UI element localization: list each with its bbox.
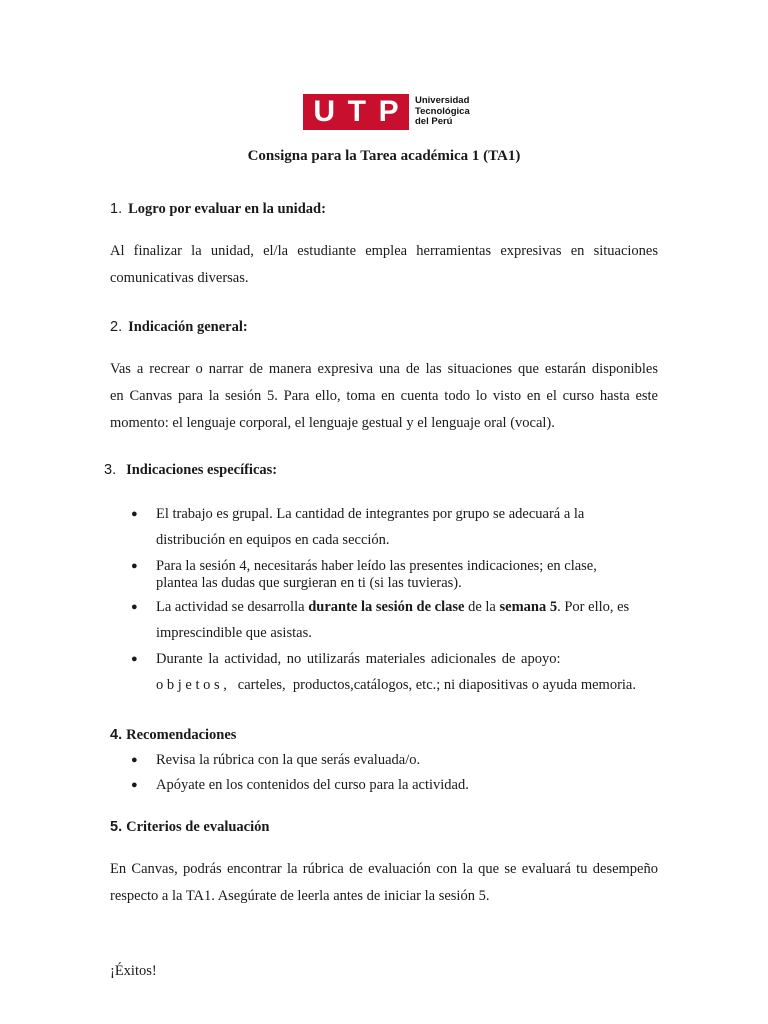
section-2-number: 2. (110, 319, 123, 335)
list-item-line-1 (156, 596, 629, 618)
logo-letter-u: U (313, 95, 335, 128)
text-segment: . Por ello, es (557, 599, 630, 615)
section-1-line-1: Al finalizar la unidad, el/la estudiante emplea herramientas expresivas en situaciones (110, 243, 658, 259)
text-segment: La actividad se desarrolla (156, 599, 309, 615)
section-2-title: Indicación general: (128, 319, 248, 335)
section-5-line-1: En Canvas, podrás encontrar la rúbrica de evaluación con la que se evaluará tu desempeño (110, 861, 658, 877)
section-2-body (110, 356, 658, 437)
bullet-icon: ● (131, 653, 138, 665)
bullet-icon: ● (131, 508, 138, 520)
section-2-line-3: momento: el lenguaje corporal, el lenguaje gestual y el lenguaje oral (vocal). (110, 415, 555, 431)
list-item-line-2: distribución en equipos en cada sección. (156, 532, 390, 548)
section-3-heading (104, 462, 277, 479)
section-5-title: Criterios de evaluación (126, 819, 270, 835)
section-5-heading (110, 819, 269, 836)
section-3-title: Indicaciones específicas: (126, 462, 278, 478)
utp-logo-mark (303, 94, 409, 130)
section-2-line-1: Vas a recrear o narrar de manera expresiva una de las situaciones que estarán disponibles (110, 361, 658, 377)
section-5-body (110, 856, 658, 910)
section-2-line-2: en Canvas para la sesión 5. Para ello, toma en cuenta todo lo visto en el curso hasta este (110, 388, 658, 404)
list-item-line-1: El trabajo es grupal. La cantidad de integrantes por grupo se adecuará a la (156, 506, 585, 522)
list-item-line-2: plantea las dudas que surgieran en ti (si las tuvieras). (156, 575, 462, 591)
section-4-title: Recomendaciones (126, 727, 237, 743)
bullet-icon: ● (131, 779, 138, 791)
logo-letter-t: T (347, 95, 366, 128)
section-5-line-2: respecto a la TA1. Asegúrate de leerla antes de iniciar la sesión 5. (110, 888, 490, 904)
section-3-number: 3. (104, 462, 117, 478)
logo-line-1: Universidad (415, 95, 470, 107)
bullet-icon: ● (131, 601, 138, 613)
list-item-line-1: Durante la actividad, no utilizarás materiales adicionales de apoyo: (156, 651, 561, 667)
logo-letter-p: P (378, 95, 399, 128)
closing-text: ¡Éxitos! (110, 963, 157, 979)
list-item-text: Apóyate en los contenidos del curso para la actividad. (156, 777, 469, 793)
list-item-line-2: imprescindible que asistas. (156, 625, 312, 641)
section-5-number: 5. (110, 819, 123, 835)
utp-logo (303, 94, 470, 130)
section-4-number: 4. (110, 727, 123, 743)
document-title: Consigna para la Tarea académica 1 (TA1) (247, 148, 521, 164)
bullet-icon: ● (131, 560, 138, 572)
list-item-text: Revisa la rúbrica con la que serás evaluada/o. (156, 752, 421, 768)
section-4-heading (110, 727, 236, 744)
bullet-icon: ● (131, 754, 138, 766)
section-1-line-2: comunicativas diversas. (110, 270, 249, 286)
utp-logo-wordmark (415, 96, 470, 128)
list-item-line-1: Para la sesión 4, necesitarás haber leído las presentes indicaciones; en clase, (156, 558, 597, 574)
section-1-title: Logro por evaluar en la unidad: (128, 201, 326, 217)
list-item-line-2: o b j e t o s , carteles, productos,catálogos, etc.; ni diapositivas o ayuda memoria. (156, 677, 636, 693)
emphasis-week: semana 5 (499, 599, 558, 615)
emphasis-session: durante la sesión de clase (308, 599, 465, 615)
section-1-body (110, 238, 658, 292)
text-segment: de la (464, 599, 500, 615)
logo-line-3: del Perú (415, 116, 453, 128)
section-1-heading (110, 201, 326, 218)
section-2-heading (110, 319, 248, 336)
logo-line-2: Tecnológica (415, 105, 470, 117)
section-1-number: 1. (110, 201, 123, 217)
